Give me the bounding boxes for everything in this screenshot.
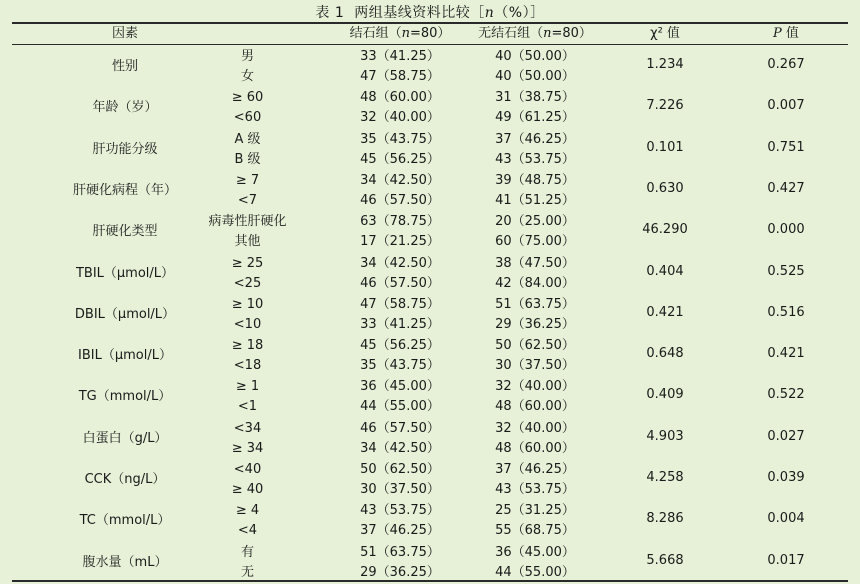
header-stone-group: 结石组（n=80） [349,26,451,41]
table-row [0,88,860,129]
table-row [0,336,860,377]
level-1-cell: ≥ 10 [231,296,264,312]
stone-group-value-2: 46（57.50） [360,275,440,291]
stone-group-value-1: 34（42.50） [360,172,440,188]
no-stone-group-value-1: 36（45.00） [495,544,575,560]
level-1-cell: <34 [233,420,262,436]
stone-group-value-2: 37（46.25） [360,523,440,539]
p-value: 0.027 [767,428,805,444]
level-1-cell: <40 [233,462,262,477]
no-stone-group-value-2: 60（75.00） [495,234,575,250]
no-stone-group-value-1: 20（25.00） [495,214,575,230]
no-stone-group-value-2: 43（53.75） [495,151,575,167]
header-p-value: P 值 [773,26,799,41]
factor-cell: CCK（ng/L） [84,472,166,487]
level-2-cell: 无 [240,564,254,580]
stone-group-value-2: 17（21.25） [360,234,440,250]
chi-square-value: 0.101 [646,139,684,155]
p-value: 0.017 [767,552,805,568]
no-stone-group-value-2: 30（37.50） [495,358,575,374]
chi-square-value: 0.404 [646,263,684,279]
factor-cell: 肝功能分级 [92,141,158,157]
level-1-cell: ≥ 25 [231,255,264,271]
level-2-cell: ≥ 40 [231,482,264,497]
header-rule [12,44,848,45]
stone-group-value-1: 36（45.00） [360,379,440,395]
table-title [0,2,860,22]
level-1-cell: ≥ 60 [231,90,264,106]
factor-cell: IBIL（μmol/L） [78,348,172,364]
level-2-cell: <10 [233,316,262,332]
factor-cell: TG（mmol/L） [78,389,172,405]
chi-square-value: 8.286 [646,511,684,527]
p-value: 0.007 [767,98,805,114]
p-value: 0.039 [767,470,805,485]
stone-group-value-1: 33（41.25） [360,49,440,64]
p-value: 0.000 [767,222,805,238]
level-2-cell: 女 [240,69,254,84]
no-stone-group-value-1: 32（40.00） [495,420,575,436]
stone-group-value-1: 50（62.50） [360,462,440,477]
factor-cell: TC（mmol/L） [79,513,171,529]
level-1-cell: ≥ 1 [235,379,260,395]
stone-group-value-2: 30（37.50） [360,482,440,497]
header-factor: 因素 [111,26,138,41]
stone-group-value-1: 47（58.75） [360,296,440,312]
stone-group-value-1: 46（57.50） [360,420,440,436]
chi-square-value: 4.258 [646,470,684,485]
chi-square-value: 5.668 [646,552,684,568]
level-2-cell: <4 [237,523,258,539]
table-row [0,295,860,336]
no-stone-group-value-2: 43（53.75） [495,482,575,497]
stone-group-value-1: 34（42.50） [360,255,440,271]
stone-group-value-2: 45（56.25） [360,151,440,167]
p-value: 0.421 [767,346,805,362]
no-stone-group-value-2: 55（68.75） [495,523,575,539]
stone-group-value-2: 29（36.25） [360,564,440,580]
bottom-rule [12,580,848,582]
stone-group-value-2: 33（41.25） [360,316,440,332]
factor-cell: 肝硬化病程（年） [72,182,177,198]
table-row [0,47,860,88]
no-stone-group-value-2: 42（84.00） [495,275,575,291]
no-stone-group-value-2: 49（61.25） [495,110,575,126]
no-stone-group-value-1: 31（38.75） [495,90,575,106]
chi-square-value: 4.903 [646,428,684,444]
table-row [0,212,860,253]
factor-cell: DBIL（μmol/L） [74,306,176,322]
p-value: 0.525 [767,263,805,279]
level-2-cell: <1 [237,399,258,415]
header-chi-square: χ² 值 [650,26,680,41]
chi-square-value: 1.234 [646,57,684,72]
p-value: 0.267 [767,57,805,72]
chi-square-value: 0.648 [646,346,684,362]
no-stone-group-value-2: 40（50.00） [495,69,575,84]
stone-group-value-1: 51（63.75） [360,544,440,560]
factor-cell: 年龄（岁） [92,100,158,116]
stone-group-value-2: 44（55.00） [360,399,440,415]
no-stone-group-value-1: 38（47.50） [495,255,575,271]
table-number: 表 1 [315,5,345,21]
level-1-cell: 男 [240,49,254,64]
table-title-n: n [484,5,495,21]
chi-square-value: 7.226 [646,98,684,114]
no-stone-group-value-1: 40（50.00） [495,49,575,64]
table-row [0,543,860,584]
no-stone-group-value-1: 37（46.25） [495,462,575,477]
p-value: 0.427 [767,180,805,196]
level-1-cell: A 级 [234,131,261,147]
no-stone-group-value-1: 39（48.75） [495,172,575,188]
stone-group-value-1: 45（56.25） [360,338,440,354]
no-stone-group-value-2: 41（51.25） [495,192,575,208]
chi-square-value: 0.630 [646,180,684,196]
stone-group-value-2: 46（57.50） [360,192,440,208]
factor-cell: 白蛋白（g/L） [82,430,168,446]
table-row [0,419,860,460]
no-stone-group-value-1: 51（63.75） [495,296,575,312]
chi-square-value: 46.290 [642,222,688,238]
stone-group-value-1: 35（43.75） [360,131,440,147]
header-no-stone-group: 无结石组（n=80） [478,26,592,41]
table-row [0,130,860,171]
level-2-cell: ≥ 34 [231,440,264,456]
level-1-cell: ≥ 18 [231,338,264,354]
factor-cell: 肝硬化类型 [92,224,158,240]
level-2-cell: B 级 [234,151,261,167]
no-stone-group-value-2: 48（60.00） [495,399,575,415]
level-2-cell: <60 [233,110,262,126]
no-stone-group-value-1: 37（46.25） [495,131,575,147]
chi-square-value: 0.409 [646,387,684,403]
p-value: 0.751 [767,139,805,155]
level-2-cell: <25 [233,275,262,291]
table-title-text: 两组基线资料比较［ [354,5,485,21]
no-stone-group-value-1: 25（31.25） [495,503,575,519]
stone-group-value-1: 43（53.75） [360,503,440,519]
stone-group-value-1: 63（78.75） [360,214,440,230]
no-stone-group-value-2: 48（60.00） [495,440,575,456]
table-title-unit: （%）］ [494,5,545,21]
stone-group-value-2: 47（58.75） [360,69,440,84]
factor-cell: 性别 [111,59,138,74]
table-row [0,460,860,501]
stone-group-value-1: 48（60.00） [360,90,440,106]
level-1-cell: ≥ 7 [235,172,260,188]
stone-group-value-2: 32（40.00） [360,110,440,126]
no-stone-group-value-1: 50（62.50） [495,338,575,354]
level-2-cell: <18 [233,358,262,374]
no-stone-group-value-1: 32（40.00） [495,379,575,395]
p-value: 0.516 [767,304,805,320]
p-value: 0.004 [767,511,805,527]
table-row [0,377,860,418]
table-row [0,171,860,212]
level-2-cell: <7 [237,192,258,208]
level-2-cell: 其他 [234,234,261,250]
p-value: 0.522 [767,387,805,403]
level-1-cell: 有 [240,544,254,560]
factor-cell: 腹水量（mL） [82,554,168,570]
stone-group-value-2: 34（42.50） [360,440,440,456]
level-1-cell: 病毒性肝硬化 [208,214,287,230]
level-1-cell: ≥ 4 [235,503,260,519]
no-stone-group-value-2: 44（55.00） [495,564,575,580]
chi-square-value: 0.421 [646,304,684,320]
factor-cell: TBIL（μmol/L） [75,265,175,281]
table-row [0,501,860,542]
stone-group-value-2: 35（43.75） [360,358,440,374]
no-stone-group-value-2: 29（36.25） [495,316,575,332]
table-row [0,254,860,295]
